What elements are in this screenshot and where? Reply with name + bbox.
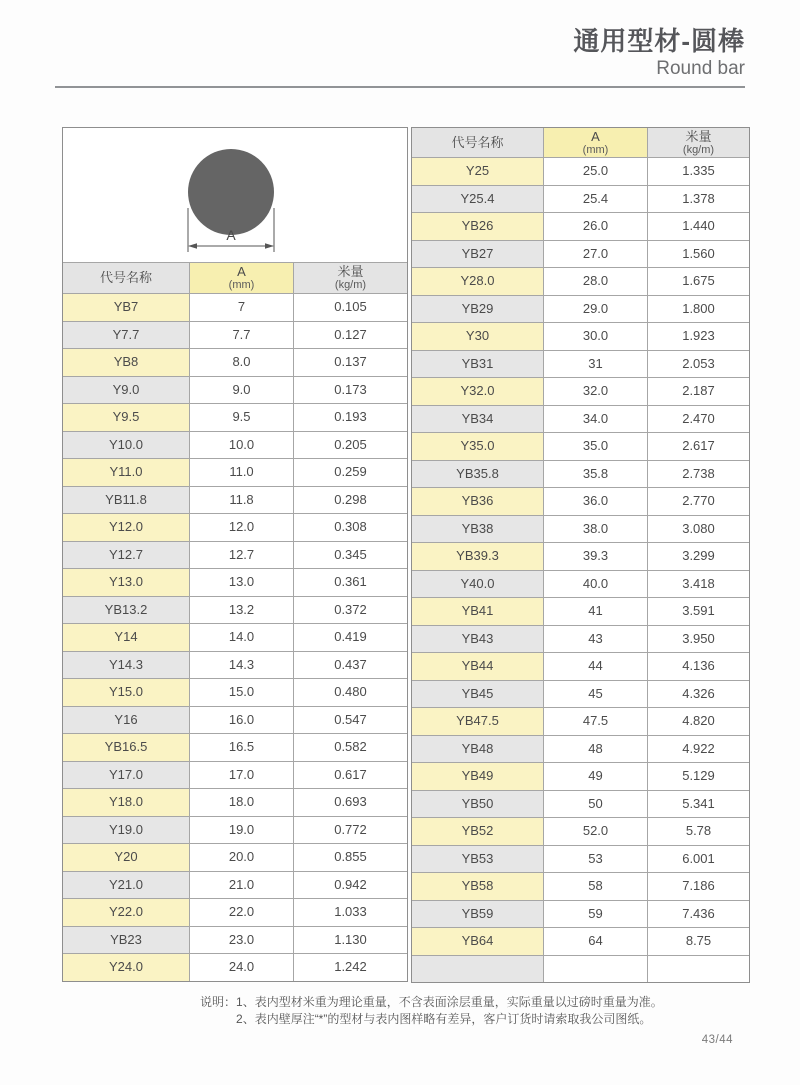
weight-cell: 1.440 (648, 213, 749, 240)
code-cell: YB35.8 (412, 461, 544, 488)
col-header-weight (294, 263, 407, 293)
table-row (63, 348, 407, 376)
diameter-cell: 43 (544, 626, 648, 653)
code-cell: YB31 (412, 351, 544, 378)
diameter-cell: 16.5 (190, 734, 294, 761)
code-cell: YB50 (412, 791, 544, 818)
weight-cell: 3.299 (648, 543, 749, 570)
weight-cell: 0.547 (294, 707, 407, 734)
code-cell: Y12.7 (63, 542, 190, 569)
weight-cell: 6.001 (648, 846, 749, 873)
table-row (412, 432, 749, 460)
diameter-cell: 58 (544, 873, 648, 900)
weight-cell: 5.341 (648, 791, 749, 818)
weight-cell: 2.470 (648, 406, 749, 433)
code-cell: Y30 (412, 323, 544, 350)
code-cell: Y11.0 (63, 459, 190, 486)
diameter-cell: 25.4 (544, 186, 648, 213)
weight-cell: 0.308 (294, 514, 407, 541)
weight-cell: 5.78 (648, 818, 749, 845)
page-subtitle: Round bar (656, 58, 745, 79)
table-row (412, 157, 749, 185)
code-cell: YB26 (412, 213, 544, 240)
weight-cell: 2.187 (648, 378, 749, 405)
dim-label: A (226, 227, 236, 243)
weight-cell: 0.942 (294, 872, 407, 899)
code-cell: Y9.0 (63, 377, 190, 404)
weight-cell: 0.105 (294, 294, 407, 321)
code-cell: Y18.0 (63, 789, 190, 816)
table-row (63, 293, 407, 321)
code-cell: Y7.7 (63, 322, 190, 349)
col-header-weight-unit: (kg/m) (334, 279, 367, 291)
code-cell: YB23 (63, 927, 190, 954)
table-row (412, 845, 749, 873)
weight-cell: 1.378 (648, 186, 749, 213)
col-header-diameter-unit: (mm) (582, 143, 609, 156)
right-table (411, 127, 750, 983)
table-row (412, 377, 749, 405)
diameter-cell: 34.0 (544, 406, 648, 433)
col-header-diameter-symbol: A (237, 264, 246, 279)
table-row (412, 927, 749, 955)
col-header-weight-label: 米量 (685, 128, 712, 144)
header-rule (55, 86, 745, 88)
diameter-cell: 28.0 (544, 268, 648, 295)
weight-cell: 0.480 (294, 679, 407, 706)
code-cell: Y13.0 (63, 569, 190, 596)
code-cell: Y16 (63, 707, 190, 734)
weight-cell: 0.419 (294, 624, 407, 651)
table-row (412, 267, 749, 295)
diameter-cell: 30.0 (544, 323, 648, 350)
code-cell: YB7 (63, 294, 190, 321)
table-row (412, 487, 749, 515)
weight-cell: 0.259 (294, 459, 407, 486)
diameter-cell: 36.0 (544, 488, 648, 515)
weight-cell: 0.361 (294, 569, 407, 596)
weight-cell: 0.855 (294, 844, 407, 871)
table-row (63, 871, 407, 899)
weight-cell: 1.242 (294, 954, 407, 981)
code-cell: Y25.4 (412, 186, 544, 213)
weight-cell: 3.418 (648, 571, 749, 598)
code-cell: Y12.0 (63, 514, 190, 541)
weight-cell: 2.770 (648, 488, 749, 515)
code-cell: Y24.0 (63, 954, 190, 981)
table-row (412, 240, 749, 268)
table-row (63, 403, 407, 431)
weight-cell: 0.693 (294, 789, 407, 816)
diameter-cell: 38.0 (544, 516, 648, 543)
diameter-cell: 11.8 (190, 487, 294, 514)
weight-cell: 0.137 (294, 349, 407, 376)
col-header-weight-unit: (kg/m) (682, 143, 715, 156)
table-row (63, 788, 407, 816)
weight-cell: 3.950 (648, 626, 749, 653)
weight-cell: 4.136 (648, 653, 749, 680)
diameter-cell: 27.0 (544, 241, 648, 268)
page-header (0, 0, 800, 81)
code-cell: Y15.0 (63, 679, 190, 706)
col-header-diameter (190, 263, 294, 293)
diameter-cell: 15.0 (190, 679, 294, 706)
diameter-cell: 49 (544, 763, 648, 790)
diameter-cell: 7.7 (190, 322, 294, 349)
code-cell: Y40.0 (412, 571, 544, 598)
diameter-cell: 17.0 (190, 762, 294, 789)
note-line: 1、表内型材米重为理论重量，不含表面涂层重量，实际重量以过磅时重量为准。 (236, 995, 663, 1009)
diameter-cell: 53 (544, 846, 648, 873)
diameter-cell: 29.0 (544, 296, 648, 323)
diameter-cell: 52.0 (544, 818, 648, 845)
table-row (412, 185, 749, 213)
diameter-cell: 45 (544, 681, 648, 708)
diameter-cell: 24.0 (190, 954, 294, 981)
col-header-diameter-symbol: A (591, 128, 600, 144)
table-row (63, 953, 407, 981)
table-row (63, 568, 407, 596)
weight-cell: 1.800 (648, 296, 749, 323)
table-row (412, 460, 749, 488)
diameter-cell: 13.2 (190, 597, 294, 624)
code-cell: Y28.0 (412, 268, 544, 295)
notes (200, 994, 800, 1028)
table-row (412, 597, 749, 625)
diameter-cell: 8.0 (190, 349, 294, 376)
code-cell: YB29 (412, 296, 544, 323)
code-cell: Y22.0 (63, 899, 190, 926)
table-row (412, 680, 749, 708)
right-table-header (412, 128, 749, 157)
weight-cell: 2.053 (648, 351, 749, 378)
code-cell: YB38 (412, 516, 544, 543)
diameter-cell: 31 (544, 351, 648, 378)
weight-cell: 0.617 (294, 762, 407, 789)
code-cell: YB41 (412, 598, 544, 625)
code-cell: YB8 (63, 349, 190, 376)
weight-cell: 0.298 (294, 487, 407, 514)
diameter-cell: 35.8 (544, 461, 648, 488)
weight-cell: 3.080 (648, 516, 749, 543)
diameter-cell: 12.7 (190, 542, 294, 569)
col-header-weight-label: 米量 (337, 264, 364, 279)
diameter-cell (544, 956, 648, 983)
diameter-cell: 64 (544, 928, 648, 955)
col-header-diameter (544, 128, 648, 157)
code-cell: Y14 (63, 624, 190, 651)
diameter-cell: 21.0 (190, 872, 294, 899)
col-header-weight (648, 128, 749, 157)
weight-cell: 4.922 (648, 736, 749, 763)
table-row (63, 843, 407, 871)
code-cell: Y10.0 (63, 432, 190, 459)
table-row (412, 735, 749, 763)
weight-cell: 1.130 (294, 927, 407, 954)
code-cell: YB43 (412, 626, 544, 653)
code-cell: YB27 (412, 241, 544, 268)
code-cell: YB47.5 (412, 708, 544, 735)
table-row (63, 486, 407, 514)
code-cell: YB48 (412, 736, 544, 763)
table-row (63, 623, 407, 651)
diameter-cell: 14.3 (190, 652, 294, 679)
table-row (412, 762, 749, 790)
weight-cell: 0.205 (294, 432, 407, 459)
diameter-cell: 9.0 (190, 377, 294, 404)
diameter-cell: 22.0 (190, 899, 294, 926)
weight-cell: 8.75 (648, 928, 749, 955)
table-row (412, 652, 749, 680)
table-row (412, 817, 749, 845)
table-row (412, 405, 749, 433)
weight-cell: 7.186 (648, 873, 749, 900)
weight-cell: 0.345 (294, 542, 407, 569)
table-row (412, 515, 749, 543)
code-cell: YB52 (412, 818, 544, 845)
code-cell: Y35.0 (412, 433, 544, 460)
diameter-cell: 20.0 (190, 844, 294, 871)
diameter-cell: 23.0 (190, 927, 294, 954)
weight-cell: 0.582 (294, 734, 407, 761)
right-table-body (412, 157, 749, 982)
weight-cell: 0.372 (294, 597, 407, 624)
note-line: 2、表内壁厚注“*”的型材与表内图样略有差异，客户订货时请索取我公司图纸。 (236, 1012, 652, 1026)
table-row (412, 955, 749, 983)
diameter-cell: 41 (544, 598, 648, 625)
col-header-diameter-unit: (mm) (228, 279, 255, 291)
table-row (412, 212, 749, 240)
diameter-cell: 14.0 (190, 624, 294, 651)
left-table-header (63, 262, 407, 293)
table-row (63, 816, 407, 844)
left-table (62, 127, 408, 982)
code-cell: YB13.2 (63, 597, 190, 624)
code-cell: YB53 (412, 846, 544, 873)
weight-cell: 7.436 (648, 901, 749, 928)
code-cell (412, 956, 544, 983)
code-cell: Y32.0 (412, 378, 544, 405)
table-row (63, 926, 407, 954)
round-bar-diagram (63, 128, 407, 262)
diameter-cell: 44 (544, 653, 648, 680)
code-cell: Y25 (412, 158, 544, 185)
code-cell: YB36 (412, 488, 544, 515)
diameter-cell: 32.0 (544, 378, 648, 405)
diameter-cell: 11.0 (190, 459, 294, 486)
weight-cell: 0.127 (294, 322, 407, 349)
code-cell: Y19.0 (63, 817, 190, 844)
diameter-cell: 16.0 (190, 707, 294, 734)
table-row (63, 513, 407, 541)
table-row (63, 761, 407, 789)
table-row (63, 596, 407, 624)
code-cell: YB45 (412, 681, 544, 708)
diameter-cell: 13.0 (190, 569, 294, 596)
weight-cell: 4.326 (648, 681, 749, 708)
table-row (412, 570, 749, 598)
weight-cell: 1.923 (648, 323, 749, 350)
diameter-cell: 19.0 (190, 817, 294, 844)
diameter-cell: 50 (544, 791, 648, 818)
diameter-cell: 18.0 (190, 789, 294, 816)
table-row (63, 706, 407, 734)
table-row (412, 900, 749, 928)
code-cell: Y14.3 (63, 652, 190, 679)
table-row (412, 790, 749, 818)
code-cell: Y9.5 (63, 404, 190, 431)
table-row (412, 872, 749, 900)
weight-cell: 1.675 (648, 268, 749, 295)
page-title: 通用型材-圆棒 (573, 26, 745, 56)
diameter-cell: 25.0 (544, 158, 648, 185)
table-row (412, 350, 749, 378)
code-cell: YB58 (412, 873, 544, 900)
code-cell: YB11.8 (63, 487, 190, 514)
page-footer (0, 994, 800, 1046)
bar-cross-section (188, 149, 274, 235)
table-row (63, 541, 407, 569)
table-row (412, 625, 749, 653)
table-row (63, 733, 407, 761)
spec-tables (62, 127, 750, 983)
diameter-cell: 59 (544, 901, 648, 928)
weight-cell: 1.335 (648, 158, 749, 185)
diameter-cell: 39.3 (544, 543, 648, 570)
weight-cell: 0.173 (294, 377, 407, 404)
table-row (63, 898, 407, 926)
weight-cell: 1.033 (294, 899, 407, 926)
diameter-cell: 26.0 (544, 213, 648, 240)
code-cell: YB34 (412, 406, 544, 433)
table-row (63, 431, 407, 459)
weight-cell: 2.738 (648, 461, 749, 488)
code-cell: Y17.0 (63, 762, 190, 789)
diameter-cell: 9.5 (190, 404, 294, 431)
col-header-code: 代号名称 (412, 128, 544, 157)
diameter-cell: 10.0 (190, 432, 294, 459)
code-cell: YB16.5 (63, 734, 190, 761)
weight-cell: 3.591 (648, 598, 749, 625)
weight-cell: 0.193 (294, 404, 407, 431)
diameter-cell: 47.5 (544, 708, 648, 735)
notes-label: 说明： (200, 995, 237, 1009)
weight-cell (648, 956, 749, 983)
code-cell: YB49 (412, 763, 544, 790)
diameter-cell: 48 (544, 736, 648, 763)
table-row (412, 707, 749, 735)
table-row (412, 542, 749, 570)
table-row (63, 458, 407, 486)
table-row (63, 321, 407, 349)
diameter-cell: 40.0 (544, 571, 648, 598)
weight-cell: 4.820 (648, 708, 749, 735)
table-row (63, 651, 407, 679)
weight-cell: 2.617 (648, 433, 749, 460)
diameter-cell: 35.0 (544, 433, 648, 460)
round-bar-drawing (63, 128, 407, 262)
notes-body (236, 994, 663, 1028)
code-cell: YB59 (412, 901, 544, 928)
table-row (63, 678, 407, 706)
code-cell: YB44 (412, 653, 544, 680)
code-cell: YB64 (412, 928, 544, 955)
table-row (63, 376, 407, 404)
code-cell: Y20 (63, 844, 190, 871)
left-table-body (63, 293, 407, 981)
table-row (412, 322, 749, 350)
code-cell: YB39.3 (412, 543, 544, 570)
col-header-code: 代号名称 (63, 263, 190, 293)
page-number: 43/44 (701, 1034, 733, 1046)
weight-cell: 0.772 (294, 817, 407, 844)
code-cell: Y21.0 (63, 872, 190, 899)
weight-cell: 1.560 (648, 241, 749, 268)
table-row (412, 295, 749, 323)
weight-cell: 0.437 (294, 652, 407, 679)
diameter-cell: 7 (190, 294, 294, 321)
diameter-cell: 12.0 (190, 514, 294, 541)
weight-cell: 5.129 (648, 763, 749, 790)
